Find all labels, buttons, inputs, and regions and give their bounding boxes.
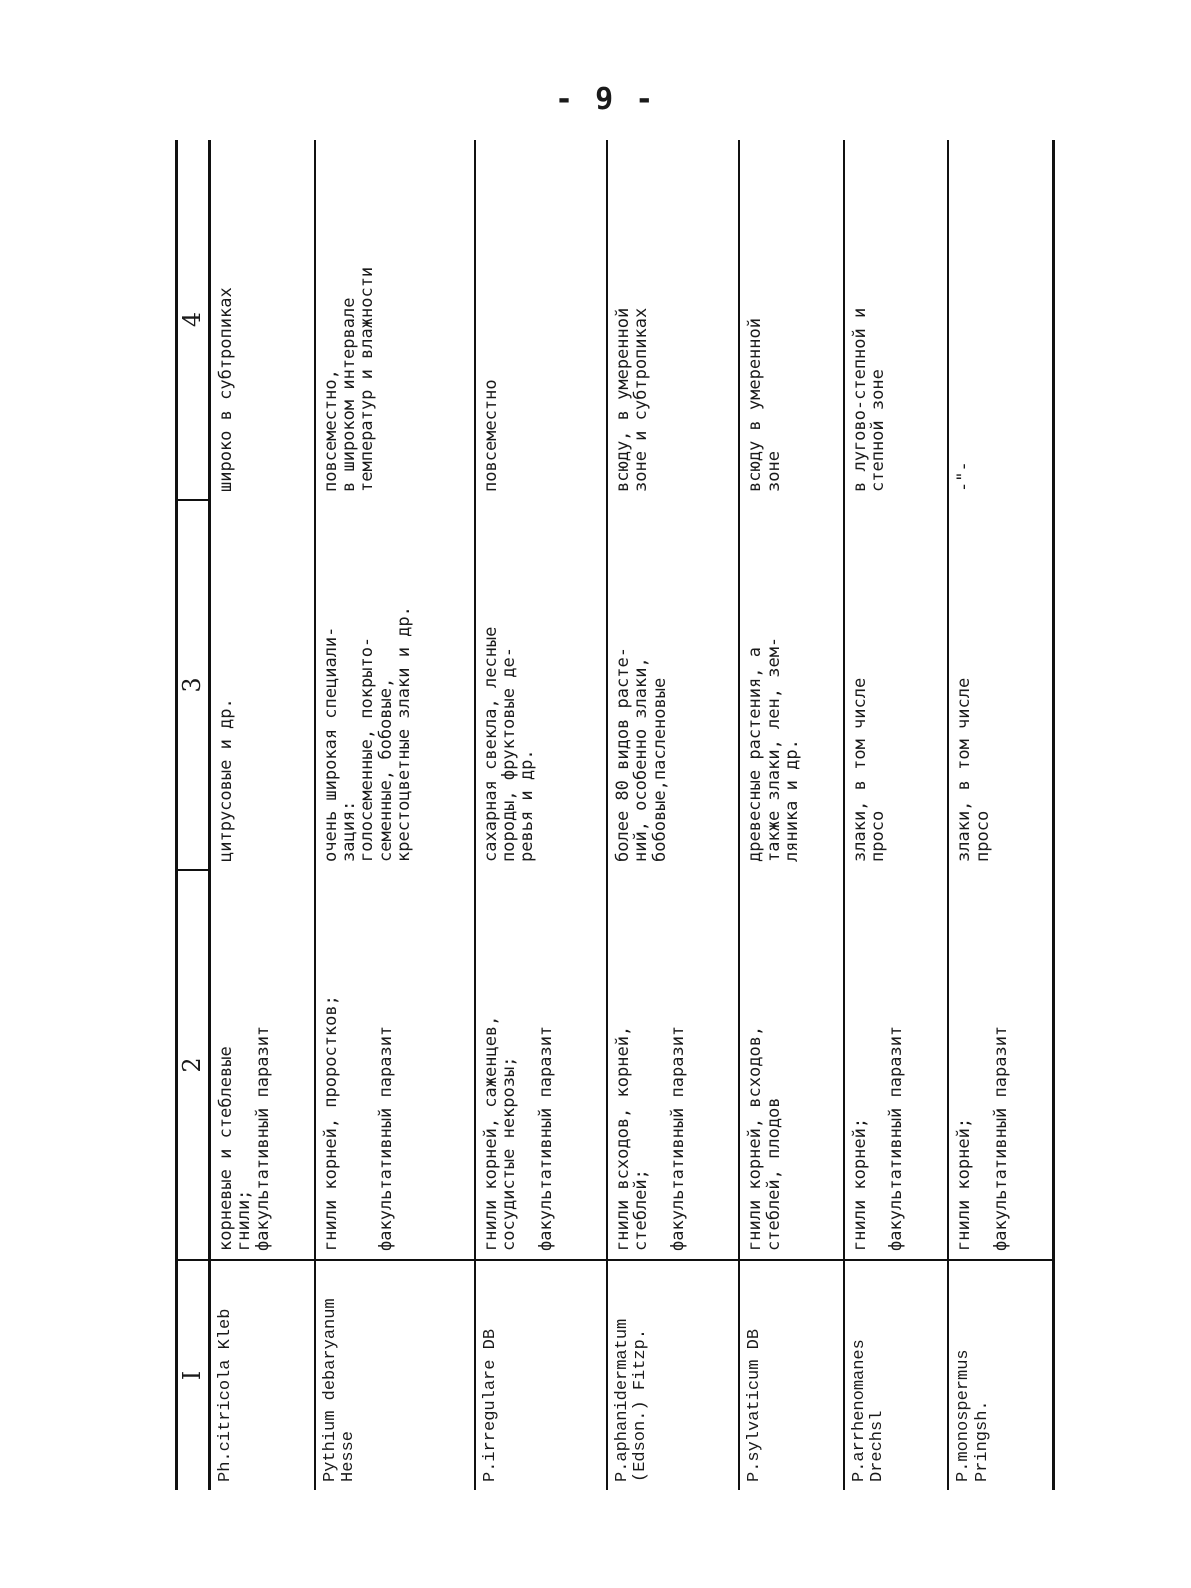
rotated-table-container xyxy=(175,140,1055,1490)
species-cell: P.aphanidermatum (Edson.) Fitzp. xyxy=(607,1260,739,1490)
hosts-cell: более 80 видов расте- ний, особенно злаки, бобовые,пасленовые xyxy=(607,500,739,870)
table-row xyxy=(844,140,948,1490)
hosts-cell: злаки, в том числе просо xyxy=(948,500,1053,870)
hosts-cell: очень широкая специали- зация: голосеменные, покрыто- семенные, бобовые, крестоцветные злаки и др. xyxy=(315,500,475,870)
distribution-cell: всюду в умеренной зоне xyxy=(739,140,843,500)
species-cell: P.sylvaticum DB xyxy=(739,1260,843,1490)
damage-cell: гнили корней; факультативный паразит xyxy=(844,870,948,1260)
damage-cell: гнили корней; факультативный паразит xyxy=(948,870,1053,1260)
damage-cell: гнили всходов, корней, стеблей; факультативный паразит xyxy=(607,870,739,1260)
distribution-cell: -"- xyxy=(948,140,1053,500)
table-row xyxy=(607,140,739,1490)
hosts-cell: древесные растения, а также злаки, лен, зем- ляника и др. xyxy=(739,500,843,870)
table-row xyxy=(948,140,1053,1490)
damage-cell: гнили корней, проростков; факультативный паразит xyxy=(315,870,475,1260)
damage-cell: корневые и стеблевые гнили; факультативный паразит xyxy=(209,870,314,1260)
distribution-cell: широко в субтропиках xyxy=(209,140,314,500)
species-cell: Pythium debaryanum Hesse xyxy=(315,1260,475,1490)
hosts-cell: сахарная свекла, лесные породы, фруктовые де- ревья и др. xyxy=(475,500,607,870)
hosts-cell: злаки, в том числе просо xyxy=(844,500,948,870)
species-cell: Ph.citricola Kleb xyxy=(209,1260,314,1490)
distribution-cell: в лугово-степной и степной зоне xyxy=(844,140,948,500)
species-cell: P.monospermus Pringsh. xyxy=(948,1260,1053,1490)
header-col-3: 3 xyxy=(177,500,210,870)
page-number: - 9 - xyxy=(555,82,656,117)
table-row xyxy=(475,140,607,1490)
distribution-cell: всюду, в умеренной зоне и субтропиках xyxy=(607,140,739,500)
species-cell: P.irregulare DB xyxy=(475,1260,607,1490)
table-row xyxy=(739,140,843,1490)
species-cell: P.arrhenomanes Drechsl xyxy=(844,1260,948,1490)
table-header-row xyxy=(177,140,210,1490)
damage-cell: гнили корней, саженцев, сосудистые некрозы; факультативный паразит xyxy=(475,870,607,1260)
header-col-1: I xyxy=(177,1260,210,1490)
distribution-cell: повсеместно xyxy=(475,140,607,500)
species-table xyxy=(175,140,1055,1490)
header-col-2: 2 xyxy=(177,870,210,1260)
distribution-cell: повсеместно, в широком интервале температур и влажности xyxy=(315,140,475,500)
table-row xyxy=(315,140,475,1490)
damage-cell: гнили корней, всходов, стеблей, плодов xyxy=(739,870,843,1260)
header-col-4: 4 xyxy=(177,140,210,500)
table-row xyxy=(209,140,314,1490)
hosts-cell: цитрусовые и др. xyxy=(209,500,314,870)
